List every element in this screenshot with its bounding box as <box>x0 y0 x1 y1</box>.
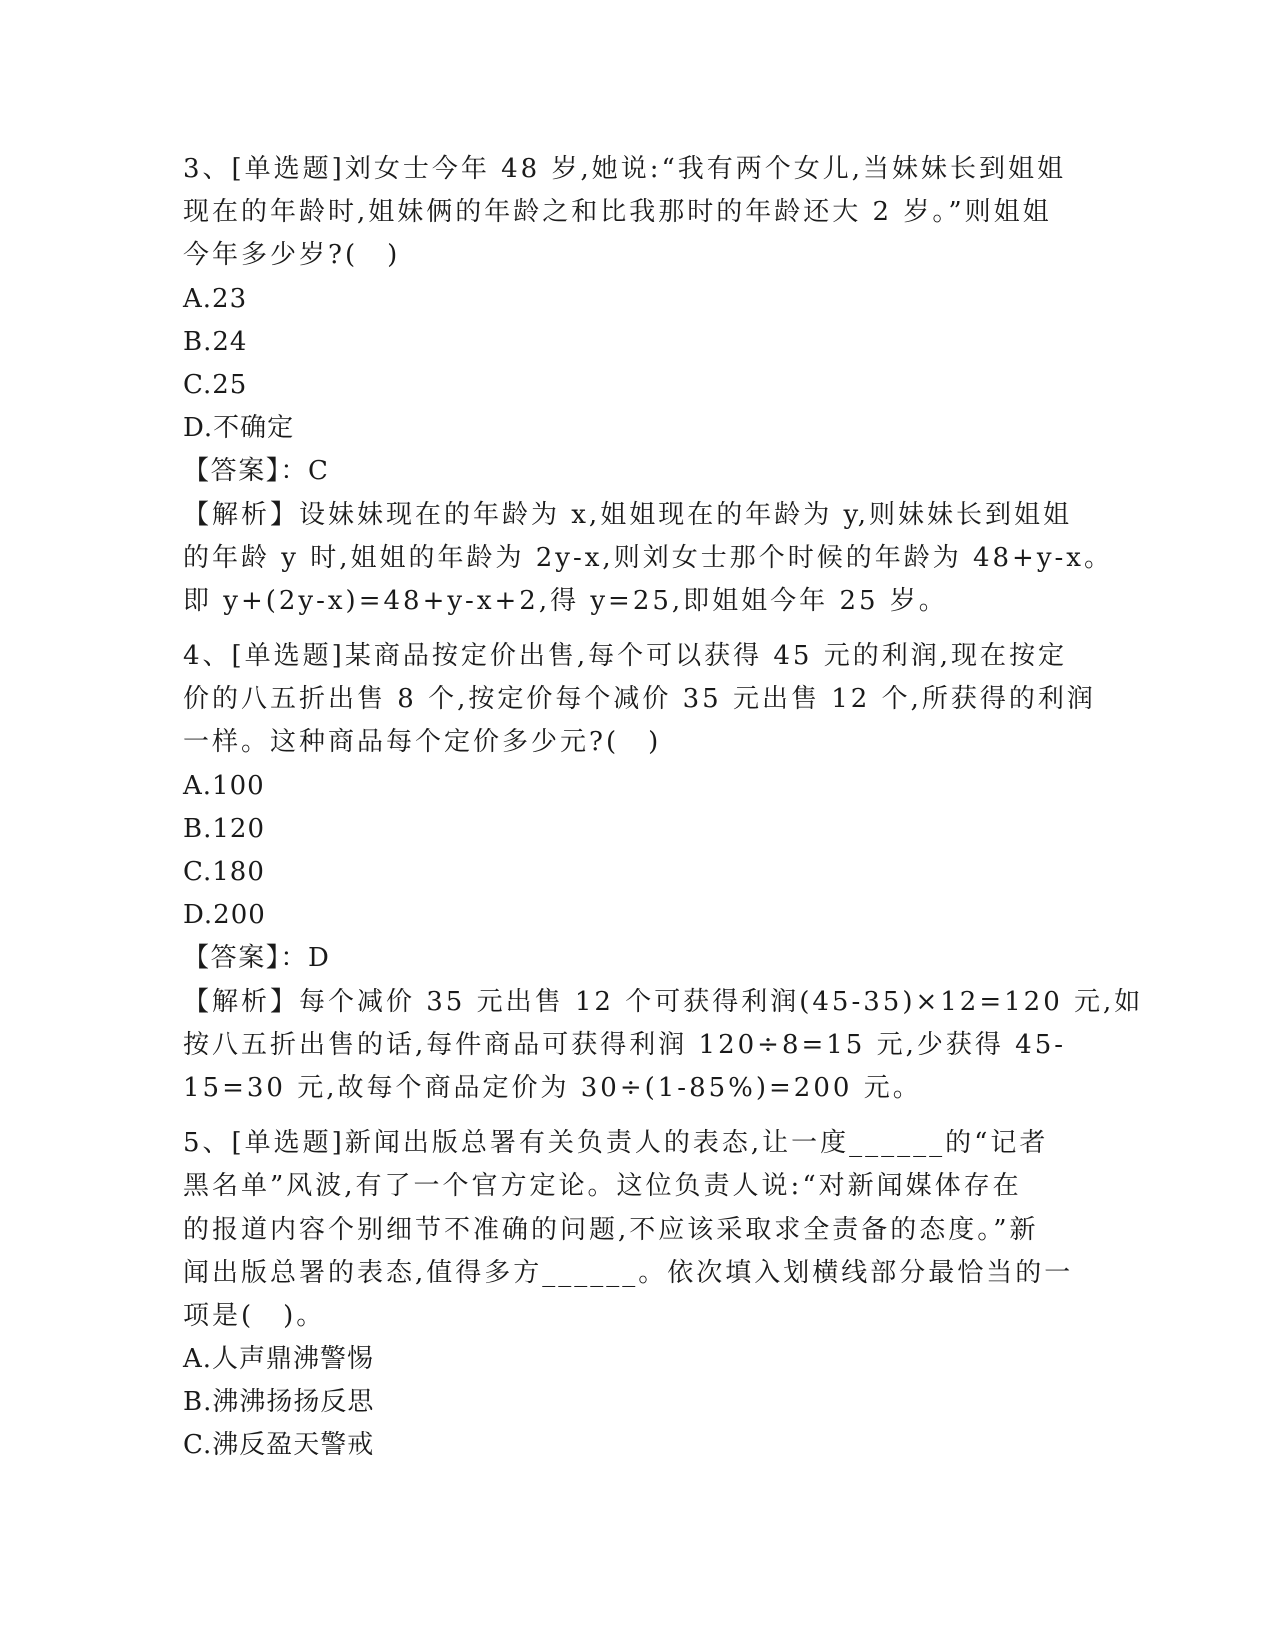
question-stem-line: 4、[单选题]某商品按定价出售,每个可以获得 45 元的利润,现在按定 <box>183 641 1067 672</box>
analysis-line: 的年龄 y 时,姐姐的年龄为 2y-x,则刘女士那个时候的年龄为 48+y-x。 <box>183 542 1113 573</box>
question-stem-line: 闻出版总署的表态,值得多方______。依次填入划横线部分最恰当的一 <box>183 1257 1074 1288</box>
question-stem-line: 项是( )。 <box>183 1300 326 1331</box>
answer-line: 【答案】：C <box>183 456 330 487</box>
option-d: D.不确定 <box>183 413 295 444</box>
question-stem-line: 3、[单选题]刘女士今年 48 岁,她说:“我有两个女儿,当妹妹长到姐姐 <box>183 154 1067 184</box>
question-5 <box>183 1122 1083 1468</box>
analysis-line: 【解析】设妹妹现在的年龄为 x,姐姐现在的年龄为 y,则妹妹长到姐姐 <box>183 499 1072 530</box>
option-c: C.180 <box>183 857 265 887</box>
question-stem-line: 一样。这种商品每个定价多少元?( ) <box>183 727 662 758</box>
question-stem-line: 5、[单选题]新闻出版总署有关负责人的表态,让一度______的“记者 <box>183 1128 1049 1159</box>
question-4 <box>183 635 1144 1110</box>
analysis-line: 【解析】每个减价 35 元出售 12 个可获得利润(45-35)×12=120 元,如 <box>183 986 1144 1017</box>
option-d: D.200 <box>183 900 266 931</box>
question-3 <box>183 148 1113 623</box>
option-b: B.120 <box>183 813 265 844</box>
analysis-line: 即 y+(2y-x)=48+y-x+2,得 y=25,即姐姐今年 25 岁。 <box>183 585 948 616</box>
option-c: C.沸反盈天警戒 <box>183 1430 375 1461</box>
document-page <box>183 148 1144 1468</box>
answer-line: 【答案】：D <box>183 943 331 974</box>
option-a: A.100 <box>183 770 265 801</box>
option-a: A.23 <box>183 283 248 314</box>
option-b: B.24 <box>183 326 248 357</box>
question-stem-line: 今年多少岁?( ) <box>183 240 401 271</box>
question-stem-line: 黑名单”风波,有了一个官方定论。这位负责人说:“对新闻媒体存在 <box>183 1171 1022 1202</box>
question-stem-line: 价的八五折出售 8 个,按定价每个减价 35 元出售 12 个,所获得的利润 <box>183 684 1096 715</box>
question-stem-line: 现在的年龄时,姐妹俩的年龄之和比我那时的年龄还大 2 岁。”则姐姐 <box>183 197 1052 228</box>
option-b: B.沸沸扬扬反思 <box>183 1387 375 1418</box>
question-stem-line: 的报道内容个别细节不准确的问题,不应该采取求全责备的态度。”新 <box>183 1214 1039 1245</box>
option-c: C.25 <box>183 369 248 400</box>
analysis-line: 按八五折出售的话,每件商品可获得利润 120÷8=15 元,少获得 45- <box>183 1029 1067 1060</box>
analysis-line: 15=30 元,故每个商品定价为 30÷(1-85%)=200 元。 <box>183 1072 922 1103</box>
option-a: A.人声鼎沸警惕 <box>183 1344 375 1375</box>
